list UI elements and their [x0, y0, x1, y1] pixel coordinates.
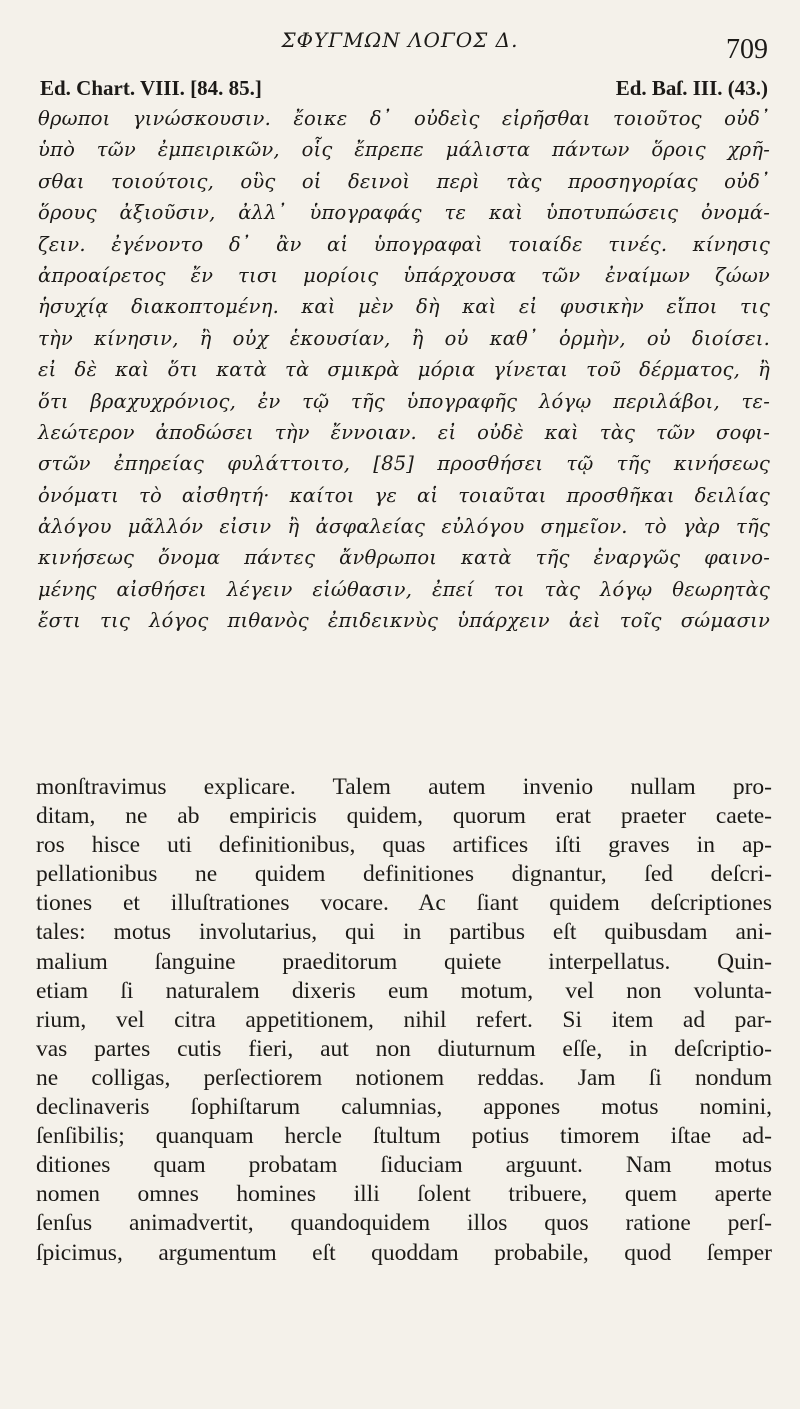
greek-text-line: σθαι τοιούτοις, οὓς οἱ δεινοὶ περὶ τὰς προσηγορίας οὐδ᾽ [38, 169, 770, 193]
latin-text-line: ne colligas, perſectiorem notionem reddas. Jam ſi nondum [36, 1064, 772, 1091]
latin-text-line: ditam, ne ab empiricis quidem, quorum erat praeter caete- [36, 803, 772, 830]
edition-chartier-ref: Ed. Chart. VIII. [84. 85.] [40, 76, 262, 100]
greek-text-line: στῶν ἐπηρείας φυλάττοιτο, [85] προσθήσει τῷ τῆς κινήσεως [38, 452, 770, 476]
greek-text-line: τὴν κίνησιν, ἢ οὐχ ἑκουσίαν, ἢ οὐ καθ᾽ ὁρμὴν, οὐ διοίσει. [38, 326, 770, 350]
greek-text-line: κινήσεως ὄνομα πάντες ἄνθρωποι κατὰ τῆς ἐναργῶς φαινο- [38, 546, 770, 570]
greek-text-line: ὅρους ἀξιοῦσιν, ἀλλ᾽ ὑπογραφάς τε καὶ ὑποτυπώσεις ὀνομά- [38, 201, 770, 225]
latin-text-line: ſenſus animadvertit, quandoquidem illos quos ratione perſ- [36, 1210, 772, 1237]
running-head: ΣΦΥΓΜΩΝ ΛΟΓΟΣ Δ. [281, 28, 519, 52]
greek-text-line: ὑπὸ τῶν ἐμπειρικῶν, οἷς ἔπρεπε μάλιστα πάντων ὅροις χρῆ- [38, 138, 770, 162]
greek-text-line: θρωποι γινώσκουσιν. ἔοικε δ᾽ οὐδεὶς εἰρῆσθαι τοιοῦτος οὐδ᾽ [38, 107, 770, 130]
latin-text-line: pellationibus ne quidem definitiones dignantur, ſed deſcri- [36, 861, 772, 888]
greek-text-line: ἔστι τις λόγος πιθανὸς ἐπιδεικνὺς ὑπάρχειν ἀεὶ τοῖς σώμασιν [38, 609, 770, 633]
latin-text-line: tiones et illuſtrationes vocare. Ac ſiant quidem deſcriptiones [36, 890, 772, 917]
greek-text-line: ἀπροαίρετος ἔν τισι μορίοις ὑπάρχουσα τῶν ἐναίμων ζώων [38, 263, 770, 287]
latin-text-line: vas partes cutis fieri, aut non diuturnum eſſe, in deſcriptio- [36, 1035, 772, 1062]
latin-text-block [36, 773, 772, 1268]
latin-text-line: nomen omnes homines illi ſolent tribuere, quem aperte [36, 1181, 772, 1208]
latin-text-line: malium ſanguine praeditorum quiete interpellatus. Quin- [36, 948, 772, 975]
greek-text-line: εἰ δὲ καὶ ὅτι κατὰ τὰ σμικρὰ μόρια γίνεται τοῦ δέρματος, ἢ [38, 358, 770, 382]
greek-text-line: λεώτερον ἀποδώσει τὴν ἔννοιαν. εἰ οὐδὲ καὶ τὰς τῶν σοφι- [38, 420, 770, 444]
greek-text-line: ἡσυχίᾳ διακοπτομένη. καὶ μὲν δὴ καὶ εἰ φυσικὴν εἴποι τις [38, 295, 770, 319]
greek-text-line: ζειν. ἐγένοντο δ᾽ ἂν αἱ ὑπογραφαὶ τοιαίδε τινές. κίνησις [38, 232, 770, 256]
edition-references [40, 76, 768, 101]
page-number: 709 [726, 34, 768, 65]
latin-text-line: ſpicimus, argumentum eſt quoddam probabile, quod ſemper [36, 1239, 772, 1266]
latin-text-line: rium, vel citra appetitionem, nihil refert. Si item ad par- [36, 1006, 772, 1033]
greek-text-line: ὅτι βραχυχρόνιος, ἐν τῷ τῆς ὑπογραφῆς λόγῳ περιλάβοι, τε- [38, 389, 770, 413]
latin-text-line: ſenſibilis; quanquam hercle ſtultum potius timorem iſtae ad- [36, 1123, 772, 1150]
latin-text-line: ditiones quam probatam ſiduciam arguunt. Nam motus [36, 1152, 772, 1179]
latin-text-line: etiam ſi naturalem dixeris eum motum, vel non volunta- [36, 977, 772, 1004]
greek-text-line: μένης αἰσθήσει λέγειν εἰώθασιν, ἐπεί τοι τὰς λόγῳ θεωρητὰς [38, 577, 770, 601]
edition-basel-ref: Ed. Baſ. III. (43.) [615, 76, 768, 100]
latin-text-line: ros hisce uti definitionibus, quas artifices iſti graves in ap- [36, 832, 772, 859]
latin-text-line: monſtravimus explicare. Talem autem invenio nullam pro- [36, 774, 772, 800]
latin-text-line: declinaveris ſophiſtarum calumnias, appones motus nomini, [36, 1094, 772, 1121]
greek-text-line: ἀλόγου μᾶλλόν εἰσιν ἢ ἀσφαλείας εὐλόγου σημεῖον. τὸ γὰρ τῆς [38, 515, 770, 539]
greek-text-line: ὀνόματι τὸ αἰσθητή· καίτοι γε αἱ τοιαῦται προσθῆκαι δειλίας [38, 483, 770, 507]
latin-text-line: tales: motus involutarius, qui in partibus eſt quibusdam ani- [36, 919, 772, 946]
greek-text-block [38, 103, 770, 637]
